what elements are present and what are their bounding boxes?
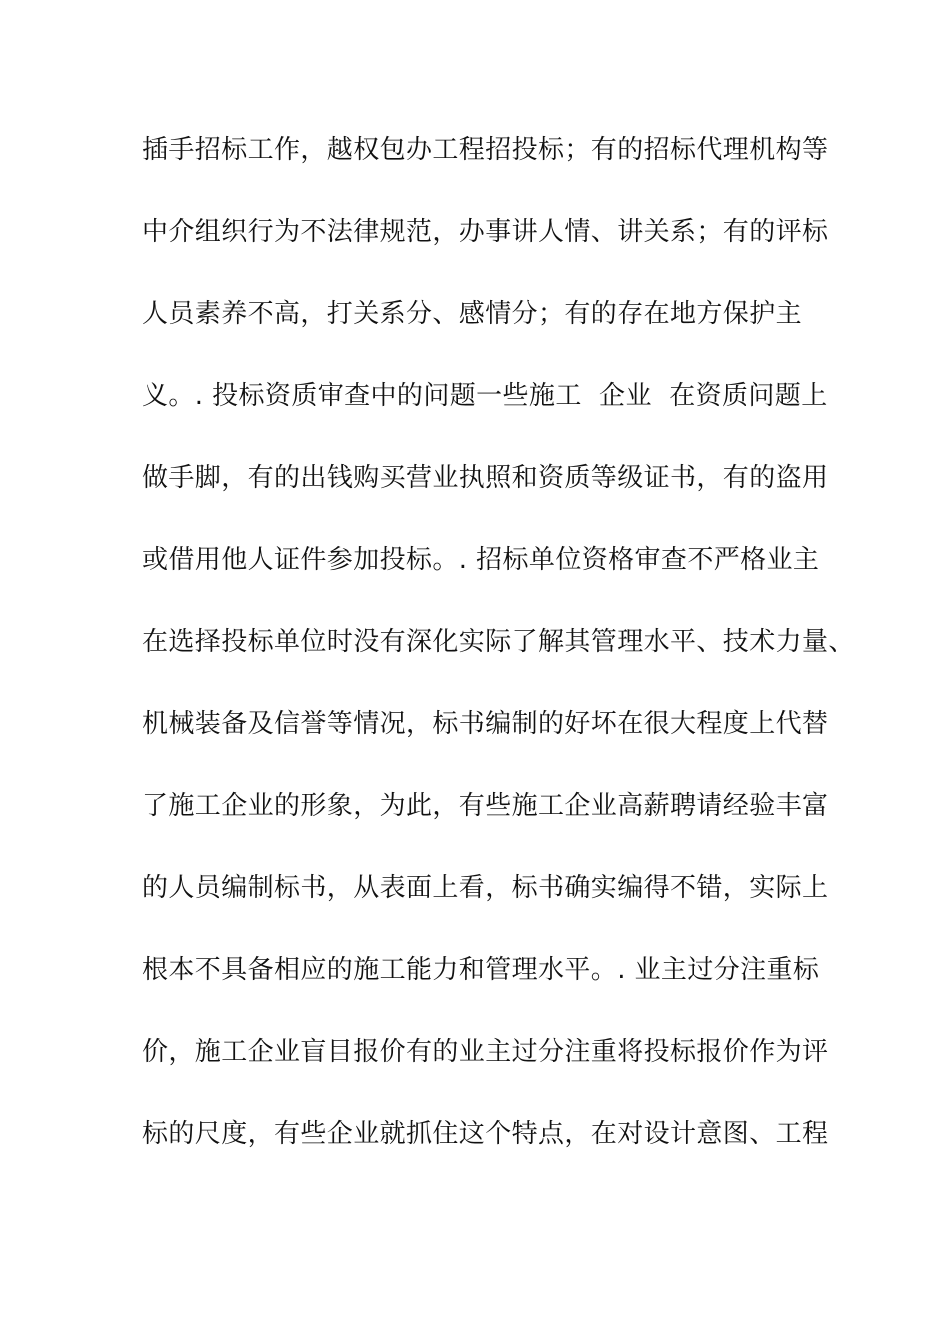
body-text — [142, 128, 855, 1194]
text-line-5: 做手脚，有的出钱购买营业执照和资质等级证书，有的盗用 — [142, 463, 829, 493]
text-line-3: 人员素养不高，打关系分、感情分；有的存在地方保护主 — [142, 299, 803, 329]
text-line-6: 或借用他人证件参加投标。. 招标单位资格审查不严格业主 — [142, 545, 820, 575]
text-line-1: 插手招标工作，越权包办工程招投标；有的招标代理机构等 — [142, 135, 829, 165]
text-line-2: 中介组织行为不法律规范，办事讲人情、讲关系；有的评标 — [142, 217, 829, 247]
text-line-12: 价，施工企业盲目报价有的业主过分注重将投标报价作为评 — [142, 1037, 829, 1067]
text-line-7: 在选择投标单位时没有深化实际了解其管理水平、技术力量、 — [142, 627, 855, 657]
text-line-11: 根本不具备相应的施工能力和管理水平。. 业主过分注重标 — [142, 955, 820, 985]
text-line-9: 了施工企业的形象，为此，有些施工企业高薪聘请经验丰富 — [142, 791, 829, 821]
text-line-13: 标的尺度，有些企业就抓住这个特点，在对设计意图、工程 — [142, 1119, 829, 1149]
text-line-4: 义。. 投标资质审查中的问题一些施工 企业 在资质问题上 — [142, 381, 828, 411]
text-line-8: 机械装备及信誉等情况，标书编制的好坏在很大程度上代替 — [142, 709, 829, 739]
text-line-10: 的人员编制标书，从表面上看，标书确实编得不错，实际上 — [142, 873, 829, 903]
